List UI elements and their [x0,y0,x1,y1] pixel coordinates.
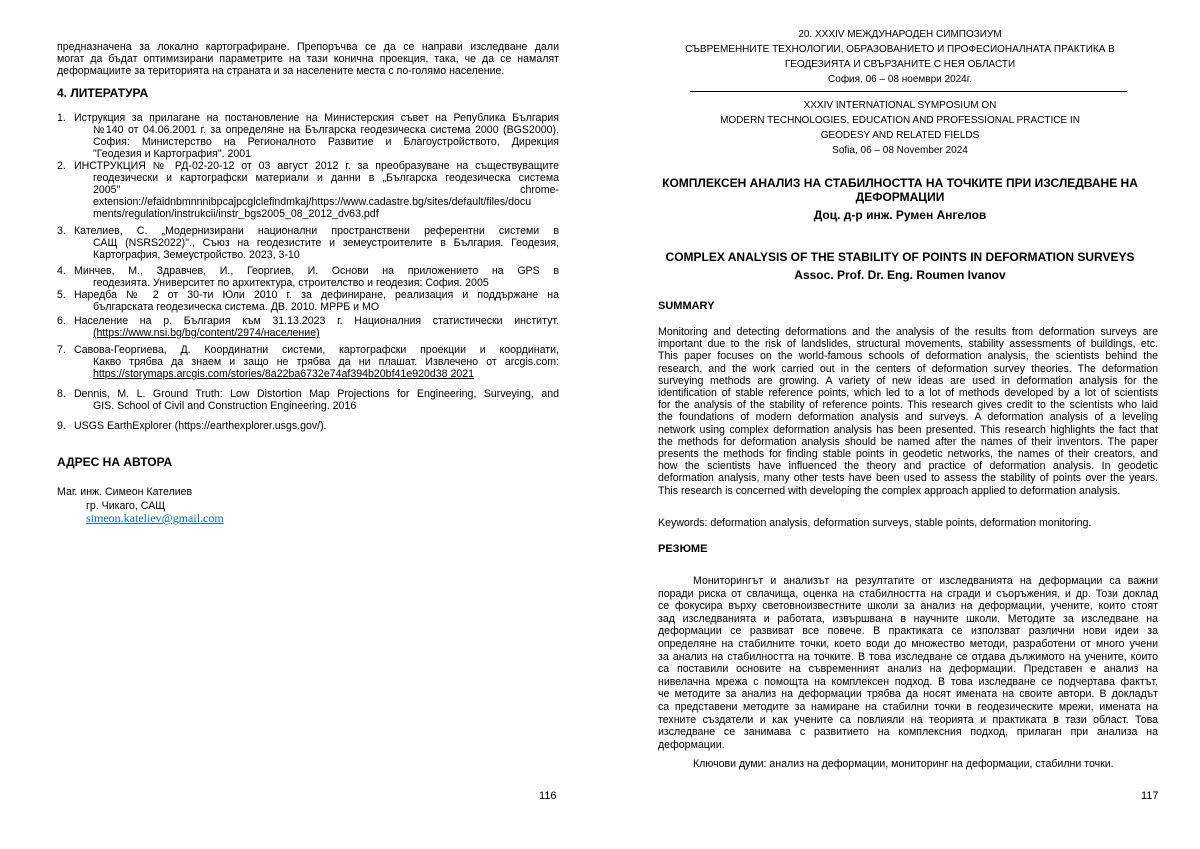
summary-line: identification of stable reference points, which led to a lot of methods developed by a lot of scientists [658,387,1158,399]
resume-line: деформации се развиват все повече. В практиката се използват различни нови идеи за [658,625,1158,638]
reference-line: ments/regulation/instrukcii/instr_bgs2005_08_2012_dv63.pdf [93,208,379,220]
reference-line: https://storymaps.arcgis.com/stories/8a22ba6732e74af394b20bf41e920d38 2021 [93,368,475,380]
reference-item [57,388,559,412]
reference-line [57,420,559,432]
summary-line: presents the methods for finding stable points in geodetic networks, the names of their creators, and [658,448,1158,460]
summary-line: important due to the risk of landslides, structural movements, stability assessments of buildings, etc. [658,338,1158,351]
reference-line: 2005" chrome- [93,184,559,196]
reference-text: Иструкция за прилагане на постановление на Министерския съвет на Република България [74,112,559,124]
header-divider [690,91,1127,92]
reference-line: extension://efaidnbmnnnibpcajpcglclefindmkaj/https://www.cadastre.bg/sites/default/files/docu [93,196,532,208]
reference-number: 5. [57,289,66,301]
summary-line: for the analysis of the stability of reference points. This research gives credit to the scientists who laid [658,399,1158,412]
reference-text: Dennis, M. L. Ground Truth: Low Distortion Map Projections for Engineering, Surveying, and [74,388,559,400]
literature-heading: 4. ЛИТЕРАТУРА [57,86,149,100]
reference-text: Наредба № 2 от 30-ти Юли 2010 г. за дефиниране, реализация и поддържане на [74,289,559,301]
header-line: София, 06 – 08 ноември 2024г. [828,74,972,85]
page-number-right: 117 [1141,790,1159,802]
reference-line: геодезията. Университет по архитектура, строителство и геодезия: София. 2005 [93,277,489,289]
resume-line: за анализ на стабилността на точките. В това изследване се отдава дължимото на учените, които [658,650,1158,663]
reference-line: Картография, Земеустройство. 2023, 3-10 [93,249,300,261]
resume-line: определяне на стабилните точки, което води до множество методи, разработени от много учени [658,638,1158,650]
author-name: Маг. инж. Симеон Кателиев [57,486,193,498]
reference-number: 6. [57,315,66,327]
reference-item [57,112,559,160]
reference-number: 1. [57,112,66,124]
reference-line: геодезически и картографски материали и данни в „Българска геодезическа система [93,172,559,184]
reference-text: USGS EarthExplorer (https://earthexplorer.usgs.gov/). [74,420,327,432]
resume-line: са представени методите за намиране на стабилни точки в геодезическите мрежи, имената на [658,701,1158,713]
header-line: XXXIV INTERNATIONAL SYMPOSIUM ON [803,100,997,111]
resume-line: нивелачна мрежа с помощта на комплексен подход. В това изследване се подчертава фактът, [658,675,1158,688]
reference-line [57,225,559,237]
summary-line: the methods for deformation analysis should be named after the names of their inventors. The paper [658,435,1158,448]
resume-line: са поставили основите на съвременният анализ на деформации. Представен е анализ на [658,663,1158,676]
reference-item [57,265,559,289]
reference-line: САЩ (NSRS2022)"., Съюз на геодезистите и земеустроителите в България. Геодезия, [93,237,559,249]
reference-number: 8. [57,388,66,400]
resume-line: техните създатели и как учените са повлияли на теорията и практиката в тази област. Това [658,713,1158,726]
summary-line: deformation analysis, many other tests have been used to assess the stability of points over the years. [658,472,1158,485]
header-line: Sofia, 06 – 08 November 2024 [832,145,968,156]
reference-line: GIS. School of Civil and Construction Engineering. 2016 [93,400,357,412]
reference-line: София: Министерство на Регионалното Развитие и Благоустройството, Дирекция [93,136,559,148]
resume-heading: РЕЗЮМЕ [658,543,708,555]
reference-text: Савова-Георгиева, Д. Координатни системи, картографски проекции и координати, [74,344,559,356]
reference-line: българската геодезическа система. ДВ. 2010. МРРБ и МО [93,301,380,313]
reference-number: 3. [57,225,66,237]
reference-line [57,112,559,124]
title-line: ДЕФОРМАЦИИ [855,190,945,204]
reference-item [57,160,559,220]
page-number-left: 116 [539,790,557,802]
summary-line: This research is concerned with developing the complex approach applied to deformation analysis. [658,484,1121,497]
resume-line: че методите за анализ на деформации трябва да носят имената на своите автори. В докладът [658,688,1158,701]
reference-line [57,315,559,327]
intro-line: деформациите за територията на страната и за населените места с по-голямо население. [57,65,505,77]
reference-text: ИНСТРУКЦИЯ № РД-02-20-12 от 03 август 2012 г. за преобразуване на съществуващите [74,160,559,172]
author-email-link[interactable]: simeon.kateliev@gmail.com [86,511,224,525]
reference-item [57,420,559,432]
resume-line: деформации. [658,738,725,751]
reference-number: 4. [57,265,66,277]
resume-line: Мониторингът и анализът на резултатите от изследванията на деформации са важни [693,575,1158,587]
header-line: GEODESY AND RELATED FIELDS [820,130,980,141]
intro-line: могат да бъдат оптимизирани параметрите на тази конична проекция, така, че да се намалят [57,53,559,65]
reference-line [57,388,559,400]
reference-line: (https://www.nsi.bg/bg/content/2974/население) [93,327,320,339]
keywords-english: Keywords: deformation analysis, deformation surveys, stable points, deformation monitoring. [658,517,1092,529]
paper-author-english: Assoc. Prof. Dr. Eng. Roumen Ivanov [794,268,1006,282]
summary-line: the foundations of modern deformation analysis and surveys. A deformation analysis of a leveling [658,411,1158,424]
reference-item [57,344,559,380]
header-line: 20. XXXIV МЕЖДУНАРОДЕН СИМПОЗИУМ [798,29,1002,40]
summary-line: research, and the work carried out in the centers of deformation survey theories. The deformation [658,362,1158,375]
reference-line [57,344,559,356]
reference-number: 9. [57,420,66,432]
header-line: ГЕОДЕЗИЯТА И СВЪРЗАНИТЕ С НЕЯ ОБЛАСТИ [784,59,1016,70]
reference-line: "Геодезия и Картография". 2001 [93,148,252,160]
reference-line: №140 от 04.06.2001 г. за определяне на Българска геодезическа система 2000 (BGS2000). [93,124,559,136]
paper-title-bulgarian [600,176,1200,204]
resume-line: изследване се занимава с развитието на комплексния подход, прилаган при анализа на [658,726,1158,739]
author-address-heading: АДРЕС НА АВТОРА [57,455,173,469]
reference-item [57,315,559,339]
intro-line: предназначена за локално картографиране. Препоръчва се да се направи изследване дали [57,41,559,53]
summary-line: surveying methods are growing. A variety of new ideas are used in deformation analysis for the [658,374,1158,387]
reference-line [57,160,559,172]
author-city: гр. Чикаго, САЩ [86,500,166,512]
reference-number: 2. [57,160,66,172]
reference-line [57,265,559,277]
paper-title-english: COMPLEX ANALYSIS OF THE STABILITY OF POINTS IN DEFORMATION SURVEYS [665,250,1135,264]
keywords-bulgarian: Ключови думи: анализ на деформации, мониторинг на деформации, стабилни точки. [693,758,1114,770]
summary-heading: SUMMARY [658,300,715,312]
reference-text: Население на р. България към 31.13.2023 г. Националния статистически институт. [74,315,559,327]
resume-line: се фокусира върху световноизвестните школи за анализ на деформации, учените, които стоят [658,600,1158,613]
reference-line: Какво трябва да знаем и защо не трябва да ни плашат. Извлечено от arcgis.com: [93,356,559,368]
summary-line: network using complex deformation analysis has been presented. This research highlights the fact that [658,423,1158,436]
reference-line [57,289,559,301]
header-line: MODERN TECHNOLOGIES, EDUCATION AND PROFESSIONAL PRACTICE IN [720,115,1080,126]
reference-text: Кателиев, С. „Модернизирани национални пространствени референтни системи в [74,225,559,237]
reference-item [57,289,559,313]
header-line: СЪВРЕМЕННИТЕ ТЕХНОЛОГИИ, ОБРАЗОВАНИЕТО И ПРОФЕСИОНАЛНАТА ПРАКТИКА В [685,44,1115,55]
resume-line: зад изследванията и работата, извършвана в научните школи. Методите за изследване на [658,612,1158,625]
reference-text: Минчев, М., Здравчев, И., Георгиев, И. Основи на приложението на GPS в [74,265,559,277]
summary-line: Monitoring and detecting deformations and the analysis of the results from deformation surveys are [658,326,1158,338]
resume-line: поради риска от свлачища, оценка на стабилността на сгради и съоръжения, и др. Този доклад [658,587,1158,600]
reference-item [57,225,559,261]
paper-author-bulgarian: Доц. д-р инж. Румен Ангелов [813,208,987,222]
reference-number: 7. [57,344,66,356]
summary-line: how the scientists have influenced the theory and practice of deformation analysis. In geodetic [658,460,1158,473]
summary-line: This paper focuses on the world-famous schools of deformation analysis, the scientists behind the [658,350,1158,363]
title-line: КОМПЛЕКСЕН АНАЛИЗ НА СТАБИЛНОСТТА НА ТОЧКИТЕ ПРИ ИЗСЛЕДВАНЕ НА [662,176,1138,190]
